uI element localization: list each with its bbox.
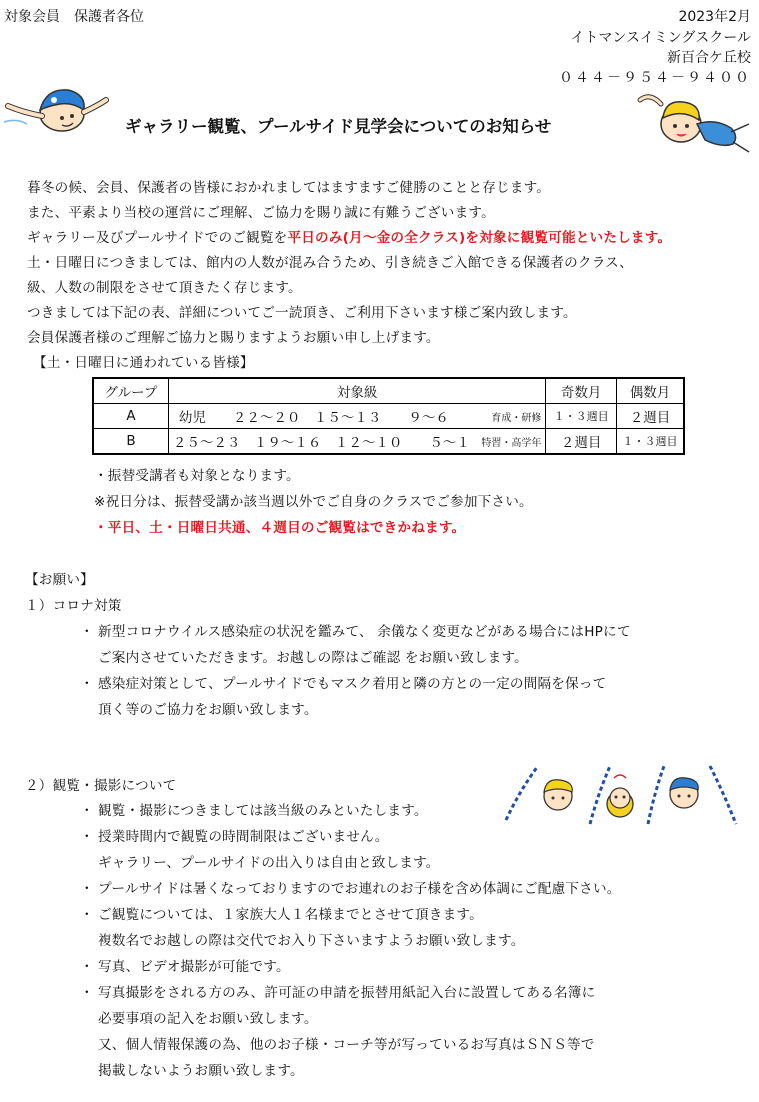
swimmers-lane-illustration: [498, 760, 748, 832]
page-title: ギャラリー観覧、プールサイド見学会についてのお知らせ: [125, 117, 552, 136]
table-heading: 【土・日曜日に通われている皆様】: [33, 355, 254, 371]
intro-line-4: 土・日曜日につきましては、館内の人数が混み合うため、引き続きご入館できる保護者のクラス、: [27, 255, 634, 271]
classes-text: 幼児 ２２～２０ １５～１３ ９～６: [178, 410, 449, 426]
bullet: ・: [80, 803, 94, 819]
note-holiday: ※祝日分は、振替受講か該当週以外でご自身のクラスでご参加下さい。: [94, 494, 533, 510]
recipients: 対象会員 保護者各位: [4, 9, 144, 25]
bullet: ・: [80, 907, 94, 923]
bullet: ・: [80, 985, 94, 1001]
note-transfer: ・振替受講者も対象となります。: [94, 468, 300, 484]
group-cell: A: [93, 404, 168, 429]
odd-month-cell: ２週目: [546, 429, 617, 455]
even-month-cell: １・３週目: [616, 429, 684, 455]
bullet: ・: [80, 881, 94, 897]
intro-line-5: 級、人数の制限をさせて頂きたく存じます。: [27, 280, 302, 296]
intro-line-7: 会員保護者様のご理解ご協力と賜りますようお願い申し上げます。: [27, 330, 440, 346]
intro-line-3-text: ギャラリー及びプールサイドでのご観覧を: [27, 230, 288, 246]
date: 2023年2月: [678, 9, 751, 25]
requests-heading: 【お願い】: [25, 572, 94, 588]
even-month-cell: ２週目: [616, 404, 684, 429]
header-group: グループ: [93, 378, 168, 404]
table-row: [93, 429, 684, 455]
intro-line-6: つきましては下記の表、詳細についてご一読頂き、ご利用下さいます様ご案内致します。: [27, 305, 577, 321]
bullet: ・: [80, 624, 94, 640]
covid-line-1: 新型コロナウイルス感染症の状況を鑑みて、 余儀なく変更などがある場合にはHPにて: [98, 624, 631, 640]
covid-line-3: 感染症対策として、プールサイドでもマスク着用と隣の方との一定の間隔を保って: [98, 676, 607, 692]
phone-number: ０４４－９５４－９４００: [559, 70, 751, 86]
weekday-notice: 平日のみ(月～金の全クラス)を対象に観覧可能といたします。: [287, 230, 672, 246]
viewing-line-5: ご観覧については、１家族大人１名様までとさせて頂きます。: [98, 907, 483, 923]
branch-name: 新百合ケ丘校: [667, 50, 751, 66]
section-1-title: １）コロナ対策: [25, 598, 122, 614]
swimmer-boy-illustration: [2, 76, 112, 136]
intro-line-3: [27, 226, 671, 246]
table-row: [93, 404, 684, 429]
viewing-line-2: 授業時間内で観覧の時間制限はございません。: [98, 829, 389, 845]
swimmer-girl-illustration: [635, 88, 753, 160]
viewing-line-9: 必要事項の記入をお願い致します。: [98, 1011, 318, 1027]
note-fourth-week: ・平日、土・日曜日共通、４週目のご観覧はできかねます。: [94, 520, 466, 536]
viewing-line-3: ギャラリー、プールサイドの出入りは自由と致します。: [98, 855, 440, 871]
intro-line-2: また、平素より当校の運営にご理解、ご協力を賜り誠に有難うございます。: [27, 205, 495, 221]
header-classes: 対象級: [168, 378, 545, 404]
classes-note: 特習・高学年: [481, 437, 542, 449]
covid-line-4: 頂く等のご協力をお願い致します。: [98, 702, 318, 718]
viewing-line-8: 写真撮影をされる方のみ、許可証の申請を振替用紙記入台に設置してある名簿に: [98, 985, 596, 1001]
viewing-line-11: 掲載しないようお願い致します。: [98, 1063, 304, 1079]
viewing-line-6: 複数名でお越しの際は交代でお入り下さいますようお願い致します。: [98, 933, 525, 949]
table-header-row: [93, 378, 684, 404]
classes-cell: [168, 404, 545, 429]
classes-note: 育成・研修: [491, 412, 542, 424]
classes-cell-content: [169, 431, 545, 451]
bullet: ・: [80, 829, 94, 845]
viewing-line-10: 又、個人情報保護の為、他のお子様・コーチ等が写っているお写真はＳＮＳ等で: [98, 1037, 595, 1053]
classes-cell-content: [169, 406, 545, 426]
bullet: ・: [80, 959, 94, 975]
section-2-title: ２）観覧・撮影について: [25, 778, 177, 794]
group-cell: B: [93, 429, 168, 455]
school-name: イトマンスイミングスクール: [570, 30, 751, 46]
covid-line-2: ご案内させていただきます。お越しの際はご確認 をお願い致します。: [98, 650, 528, 666]
classes-cell: [168, 429, 545, 455]
viewing-line-1: 観覧・撮影につきましては該当級のみといたします。: [98, 803, 428, 819]
intro-line-1: 暮冬の候、会員、保護者の皆様におかれましてはますますご健勝のことと存じます。: [27, 180, 551, 196]
schedule-table: [92, 377, 685, 455]
bullet: ・: [80, 676, 94, 692]
classes-text: ２５～２３ １９～１６ １２～１０ ５～１: [172, 435, 470, 451]
viewing-line-4: プールサイドは暑くなっておりますのでお連れのお子様を含め体調にご配慮下さい。: [98, 881, 621, 897]
viewing-line-7: 写真、ビデオ撮影が可能です。: [98, 959, 290, 975]
header-odd-month: 奇数月: [546, 378, 617, 404]
odd-month-cell: １・３週目: [546, 404, 617, 429]
header-even-month: 偶数月: [616, 378, 684, 404]
